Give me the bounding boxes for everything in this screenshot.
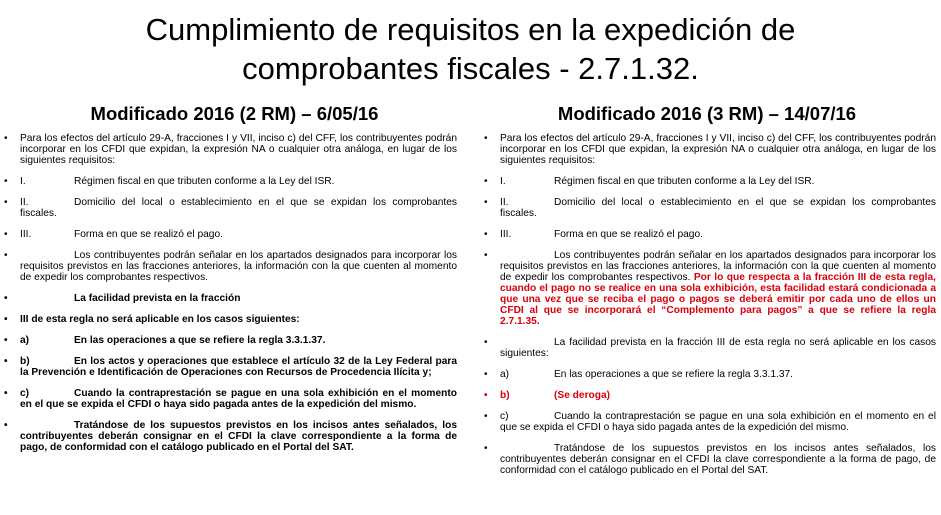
left-item-text: La facilidad prevista en la fracción <box>74 293 241 304</box>
right-item-number: a) <box>500 369 510 380</box>
left-item-intro <box>4 133 457 166</box>
left-item-number: b) <box>20 356 30 367</box>
right-item-text: Régimen fiscal en que tributen conforme a la Ley del ISR. <box>554 176 815 187</box>
left-item-text: Para los efectos del artículo 29-A, fracciones I y VII, inciso c) del CFF, los contribuyentes podrán incorporar en los CFDI que expidan, la expresión NA o cualquier otra análoga, en lugar de los siguientes requisitos: <box>20 133 457 166</box>
right-item-facilidad <box>484 337 936 359</box>
right-item-text: Para los efectos del artículo 29-A, fracciones I y VII, inciso c) del CFF, los contribuyentes podrán incorporar en los CFDI que expidan, la expresión NA o cualquier otra análoga, en lugar de los siguientes requisitos: <box>500 133 936 166</box>
left-item-iii <box>4 229 457 240</box>
left-column-heading: Modificado 2016 (2 RM) – 6/05/16 <box>90 103 379 124</box>
right-item-number: I. <box>500 176 506 187</box>
right-item-text: Tratándose de los supuestos previstos en los incisos antes señalados, los contribuyentes deberán consignar en el CFDI la clave correspondiente a la forma de pago, de conformidad con el catálogo publicado en el Portal del SAT. <box>500 443 936 476</box>
slide-title-line-1: Cumplimiento de requisitos en la expedición de <box>145 12 796 47</box>
right-item-ii <box>484 197 936 219</box>
left-item-number: II. <box>20 197 29 208</box>
right-item-b <box>484 390 936 401</box>
left-item-no-aplicable <box>4 314 457 325</box>
left-item-number: a) <box>20 335 30 346</box>
right-item-c <box>484 411 936 433</box>
right-item-text: Domicilio del local o establecimiento en el que se expidan los comprobantes fiscales. <box>500 197 936 219</box>
right-item-number: III. <box>500 229 512 240</box>
slide-title <box>0 10 941 88</box>
left-item-i <box>4 176 457 187</box>
right-item-text: Forma en que se realizó el pago. <box>554 229 703 240</box>
left-item-facilidad <box>4 293 457 304</box>
left-item-text: Los contribuyentes podrán señalar en los apartados designados para incorporar los requisitos previstos en las fracciones anteriores, la información con la que cuenten al momento de expedir los comprobantes respectivos. <box>20 250 457 283</box>
left-item-text: Tratándose de los supuestos previstos en los incisos antes señalados, los contribuyentes deberán consignar en el CFDI la clave correspondiente a la forma de pago, de conformidad con el catálogo publicado en el Portal del SAT. <box>20 420 457 453</box>
left-column <box>4 103 457 463</box>
left-item-text: Domicilio del local o establecimiento en el que se expidan los comprobantes fiscales. <box>20 197 457 219</box>
left-item-text: Cuando la contraprestación se pague en una sola exhibición en el momento en el que se expida el CFDI o haya sido pagada antes de la expedición del mismo. <box>20 388 457 410</box>
slide-title-line-2: comprobantes fiscales - 2.7.1.32. <box>242 51 699 86</box>
left-item-b <box>4 356 457 378</box>
right-item-text: Cuando la contraprestación se pague en una sola exhibición en el momento en el que se expida el CFDI o haya sido pagada antes de la expedición del mismo. <box>500 411 936 433</box>
right-item-text: En las operaciones a que se refiere la regla 3.3.1.37. <box>554 369 793 380</box>
left-item-c <box>4 388 457 410</box>
left-item-paragraph <box>4 250 457 283</box>
right-item-closing <box>484 443 936 476</box>
left-item-ii <box>4 197 457 219</box>
right-item-number: II. <box>500 197 509 208</box>
right-column-heading: Modificado 2016 (3 RM) – 14/07/16 <box>557 103 857 124</box>
left-item-a <box>4 335 457 346</box>
right-item-i <box>484 176 936 187</box>
left-item-number: c) <box>20 388 30 399</box>
left-item-number: I. <box>20 176 26 187</box>
right-item-text: Los contribuyentes podrán señalar en los apartados designados para incorporar los requisitos previstos en las fracciones anteriores, la información con la que cuenten al momento de expedir los comprobantes respectivos. <box>500 250 936 283</box>
left-item-text: III de esta regla no será aplicable en los casos siguientes: <box>20 314 300 325</box>
left-item-text: Forma en que se realizó el pago. <box>74 229 223 240</box>
right-item-number: c) <box>500 411 509 422</box>
right-item-number: b) <box>500 390 510 401</box>
right-column <box>484 103 936 486</box>
left-item-number: III. <box>20 229 32 240</box>
right-item-intro <box>484 133 936 166</box>
right-item-a <box>484 369 936 380</box>
left-item-text: Régimen fiscal en que tributen conforme a la Ley del ISR. <box>74 176 335 187</box>
right-item-paragraph <box>484 250 936 327</box>
right-item-text: (Se deroga) <box>554 390 611 401</box>
left-item-closing <box>4 420 457 453</box>
right-item-added-text: Por lo que respecta a la fracción III de esta regla, cuando el pago no se realice en una sola exhibición, esta facilidad estará condicionada a que una vez que se reciba el pago o pagos se deberá emitir por cada uno de ellos un CFDI al que se incorporará el “Complemento para pagos” a que se refiere la regla 2.7.1.35. <box>500 272 936 327</box>
right-item-text: La facilidad prevista en la fracción III de esta regla no será aplicable en los casos siguientes: <box>500 337 936 359</box>
left-item-text: En las operaciones a que se refiere la regla 3.3.1.37. <box>74 335 326 346</box>
right-item-iii <box>484 229 936 240</box>
left-item-text: En los actos y operaciones que establece el artículo 32 de la Ley Federal para la Prevención e Identificación de Operaciones con Recursos de Procedencia Ilícita y; <box>20 356 457 378</box>
